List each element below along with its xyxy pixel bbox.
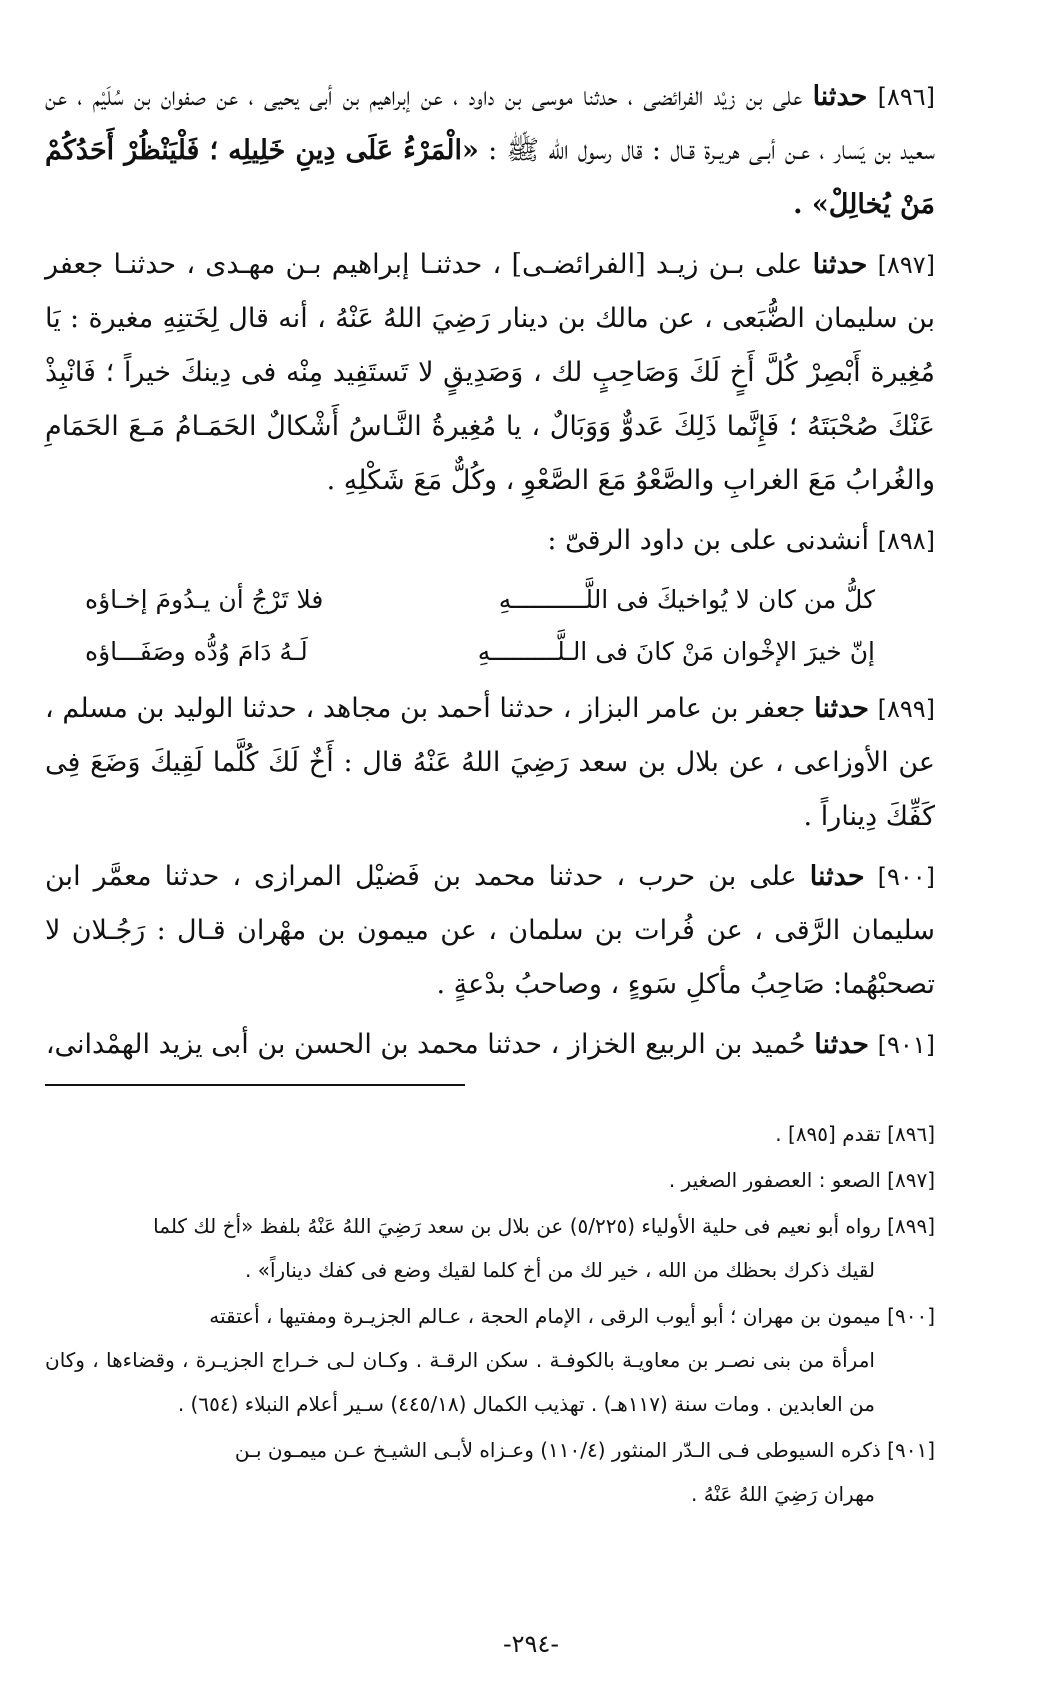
hadith-quote: «الْمَرْءُ عَلَى دِينِ خَلِيلِه ؛ فَلْيَنْظُرْ أَحَدُكُمْ مَنْ يُخالِلْ» . (45, 135, 935, 220)
paragraph-text: حُميد بن الربيع الخزاز ، حدثنا محمد بن الحسن بن أبى يزيد الهمْدانى، (45, 1029, 806, 1060)
poem-first-hemistich: كلُّ من كان لا يُواخيكَ فى اللَّــــــــــهِ (498, 585, 875, 614)
paragraph-text: على بن حرب ، حدثنا محمد بن فَضيْل المرازى ، حدثنا معمَّر ابن سليمان الرَّقى ، عن فُرات بن سلمان ، عن ميمون بن مهْران قـال : رَجُـلان لا تصحبْهُما: صَاحِبُ مأكلِ سَوءٍ ، وصاحبُ بدْعةٍ . (45, 861, 935, 1000)
lead-word: حدثنا (814, 1029, 869, 1060)
paragraph-text: على بن زيْد الفرائضى ، حدثنا موسى بن داود ، عن إبراهيم بن أبى يحيى ، عن صفوان بن سُلَيْم ، عن سعيد بن يَسار ، عـن أبـى هريـرة قـال : قال رسول الله ﷺ : (45, 81, 936, 166)
paragraph-898 (45, 514, 935, 568)
footnote-number: [٩٠١] (887, 1438, 935, 1462)
entry-number: [٨٩٦] (877, 83, 935, 111)
footnote (45, 1204, 935, 1292)
paragraph-900 (45, 850, 935, 1012)
footnote-continuation: امرأة من بنى نصـر بن معاويـة بالكوفـة . سكن الرقـة . وكـان لـى خـراج الجزيـرة ، وقضاءها ، وكان من العابدين . ومات سنة (١١٧هـ) . تهذيب الكمال (٤٤٥/١٨) سـير أعلام النبلاء (٦٥٤) . (45, 1348, 875, 1416)
paragraph-899 (45, 682, 935, 844)
footnote-separator (45, 1084, 465, 1086)
lead-word: حدثنا (812, 249, 868, 280)
poem-first-hemistich: إنّ خيرَ الإخْوان مَنْ كانَ فى الـلَّـــــــــهِ (477, 637, 875, 666)
lead-word: حدثنا (809, 861, 865, 892)
entry-number: [٩٠١] (877, 1031, 935, 1059)
footnote (45, 1112, 935, 1156)
page-number: -٢٩٤- (502, 1630, 559, 1658)
footnote-number: [٨٩٧] (887, 1168, 935, 1192)
entry-number: [٨٩٨] (877, 527, 935, 555)
entry-number: [٨٩٧] (877, 251, 935, 279)
footnote-text: ذكره السيوطى فـى الـدّر المنثور (١١٠/٤) وعـزاه لأبـى الشيـخ عـن ميمـون بـن (234, 1438, 881, 1462)
poem-second-hemistich: فلا تَرْجُ أن يـدُومَ إخـاؤه (85, 585, 324, 614)
poem-verse (85, 574, 875, 626)
poem (45, 574, 935, 678)
footnote (45, 1158, 935, 1202)
footnote (45, 1294, 935, 1426)
entry-number: [٩٠٠] (877, 863, 935, 891)
lead-word: حدثنا (812, 81, 868, 112)
footnote (45, 1428, 935, 1516)
paragraph-896 (45, 70, 935, 232)
footnote-number: [٩٠٠] (887, 1304, 935, 1328)
footnote-text: ميمون بن مهران ؛ أبو أيوب الرقى ، الإمام الحجة ، عـالم الجزيـرة ومفتيها ، أعتقته (209, 1304, 881, 1328)
paragraph-text: جعفر بن عامر البزاز ، حدثنا أحمد بن مجاهد ، حدثنا الوليد بن مسلم ، عن الأوزاعى ، عن بلال بن سعد رَضِيَ اللهُ عَنْهُ قال : أَخٌ لَكَ كُلَّما لَقِيكَ وَضَعَ فِى كَفِّكَ دِيناراً . (45, 693, 935, 832)
footnote-number: [٨٩٩] (887, 1214, 935, 1238)
entry-number: [٨٩٩] (877, 695, 935, 723)
footnote-continuation: لقيك ذكرك بحظك من الله ، خير لك من أخ كلما لقيك وضع فى كفك ديناراً» . (245, 1258, 875, 1282)
lead-word: حدثنا (814, 693, 869, 724)
footnote-text: الصعو : العصفور الصغير . (668, 1168, 881, 1192)
paragraph-897 (45, 238, 935, 508)
paragraph-text: على بـن زيـد [الفرائضـى] ، حدثنـا إبراهيم بـن مهـدى ، حدثنـا جعفر بن سليمان الضُّبَعى ، عن مالك بن دينار رَضِيَ اللهُ عَنْهُ ، أنه قال لِخَتنِهِ مغيرة : يَا مُغِيرة أَبْصِرْ كُلَّ أَخٍ لَكَ وَصَاحِبٍ لك ، وَصَدِيقٍ لا تَستَفِيد مِنْه فى دِينكَ خيراً ؛ فَانْبِذْ عَنْكَ صُحْبَتَهُ ؛ فَإِنَّما ذَلِكَ عَدوٌّ وَوَبَالٌ ، يا مُغِيرةُ النَّـاسُ أَشْكالٌ الحَمَـامُ مَـعَ الحَمَامِ والغُرابُ مَعَ الغرابِ والصَّعْوُ مَعَ الصَّعْوِ ، وكُلٌّ مَعَ شَكْلِهِ . (45, 249, 935, 496)
paragraph-901 (45, 1018, 935, 1072)
footnote-continuation: مهران رَضِيَ اللهُ عَنْهُ . (691, 1482, 875, 1506)
paragraph-text: أنشدنى على بن داود الرقىّ : (547, 525, 869, 556)
footnote-text: رواه أبو نعيم فى حلية الأولياء (٥/٢٢٥) عن بلال بن سعد رَضِيَ اللهُ عَنْهُ بلفظ «أخ لك كلما (153, 1214, 881, 1238)
footnote-text: تقدم [٨٩٥] . (775, 1122, 881, 1146)
poem-second-hemistich: لَـهُ دَامَ وُدُّه وصَفَـــاؤه (85, 637, 308, 666)
footnote-number: [٨٩٦] (887, 1122, 935, 1146)
page-body (45, 70, 935, 1518)
poem-verse (85, 626, 875, 678)
